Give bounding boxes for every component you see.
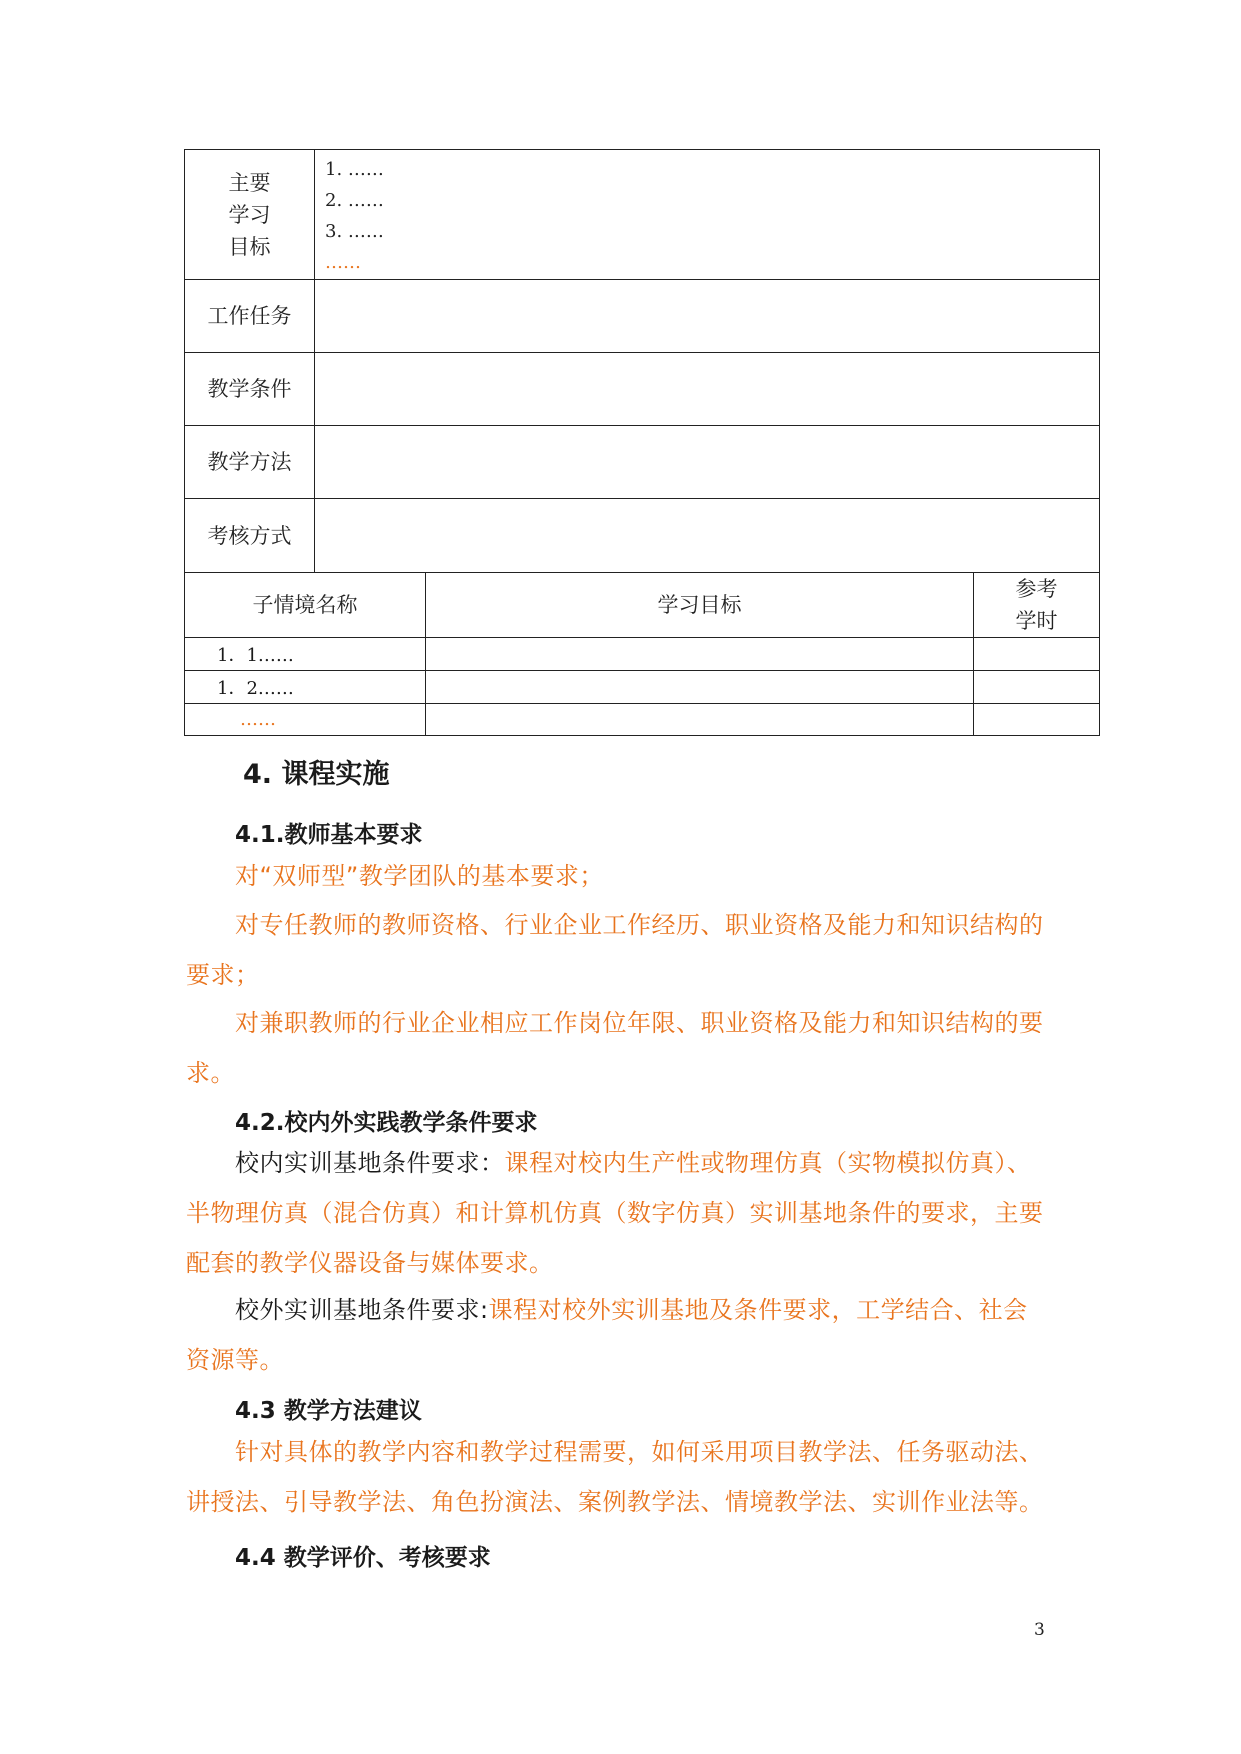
goal-item-more: …… — [325, 252, 361, 273]
text: 课程对校内生产性或物理仿真（实物模拟仿真）、半物理仿真（混合仿真）和计算机仿真（数字仿真）实训基地条件的要求，主要配套的教学仪器设备与媒体要求。 — [186, 1149, 1044, 1277]
table-row — [184, 637, 1100, 670]
paragraph — [186, 1285, 1046, 1385]
paragraph — [186, 1138, 1046, 1288]
label: 校内实训基地条件要求： — [235, 1149, 505, 1177]
page-number: 3 — [1034, 1620, 1045, 1640]
sub-name-header: 子情境名称 — [185, 573, 426, 637]
teaching-conditions-label: 教学条件 — [185, 353, 315, 425]
sub-name-cell: 1．2…… — [185, 671, 426, 703]
heading-4-3: 4.3 教学方法建议 — [235, 1398, 422, 1424]
sub-goal-cell — [426, 671, 974, 703]
goal-item: 1. …… — [325, 159, 384, 180]
teaching-conditions-value — [315, 353, 1099, 425]
assessment-value — [315, 499, 1099, 572]
goals-label: 主要 学习 目标 — [185, 150, 315, 279]
table-row — [184, 498, 1100, 572]
sub-header-row — [184, 572, 1100, 637]
table-row — [184, 425, 1100, 498]
sub-goal-header: 学习目标 — [426, 573, 974, 637]
text: 课程对校外实训基地及条件要求，工学结合、社会资源等。 — [186, 1296, 1028, 1374]
heading-4-1: 4.1.教师基本要求 — [235, 822, 423, 848]
paragraph: 对专任教师的教师资格、行业企业工作经历、职业资格及能力和知识结构的要求； — [186, 911, 1044, 989]
goals-list — [315, 150, 1099, 279]
work-task-label: 工作任务 — [185, 280, 315, 352]
assessment-label: 考核方式 — [185, 499, 315, 572]
sub-hours-cell — [974, 671, 1099, 703]
section-title: 4. 课程实施 — [243, 759, 390, 790]
course-table — [184, 149, 1100, 736]
heading-4-2: 4.2.校内外实践教学条件要求 — [235, 1110, 538, 1136]
sub-name-cell: 1．1…… — [185, 638, 426, 670]
label: 校外实训基地条件要求: — [235, 1296, 489, 1324]
sub-goal-cell — [426, 638, 974, 670]
paragraph: 对“双师型”教学团队的基本要求； — [235, 862, 604, 890]
work-task-value — [315, 280, 1099, 352]
table-row — [184, 279, 1100, 352]
sub-hours-header: 参考 学时 — [1015, 577, 1058, 633]
paragraph: 对兼职教师的行业企业相应工作岗位年限、职业资格及能力和知识结构的要求。 — [186, 1009, 1044, 1087]
teaching-methods-value — [315, 426, 1099, 498]
sub-hours-cell — [974, 704, 1099, 735]
table-row — [184, 352, 1100, 425]
goals-row — [184, 149, 1100, 279]
goal-item: 3. …… — [325, 221, 384, 242]
sub-goal-cell — [426, 704, 974, 735]
sub-hours-cell — [974, 638, 1099, 670]
heading-4-4: 4.4 教学评价、考核要求 — [235, 1545, 491, 1571]
paragraph: 针对具体的教学内容和教学过程需要，如何采用项目教学法、任务驱动法、讲授法、引导教学法、角色扮演法、案例教学法、情境教学法、实训作业法等。 — [186, 1438, 1044, 1516]
teaching-methods-label: 教学方法 — [185, 426, 315, 498]
sub-name-cell-more: …… — [185, 704, 426, 735]
table-row — [184, 703, 1100, 736]
table-row — [184, 670, 1100, 703]
goal-item: 2. …… — [325, 190, 384, 211]
